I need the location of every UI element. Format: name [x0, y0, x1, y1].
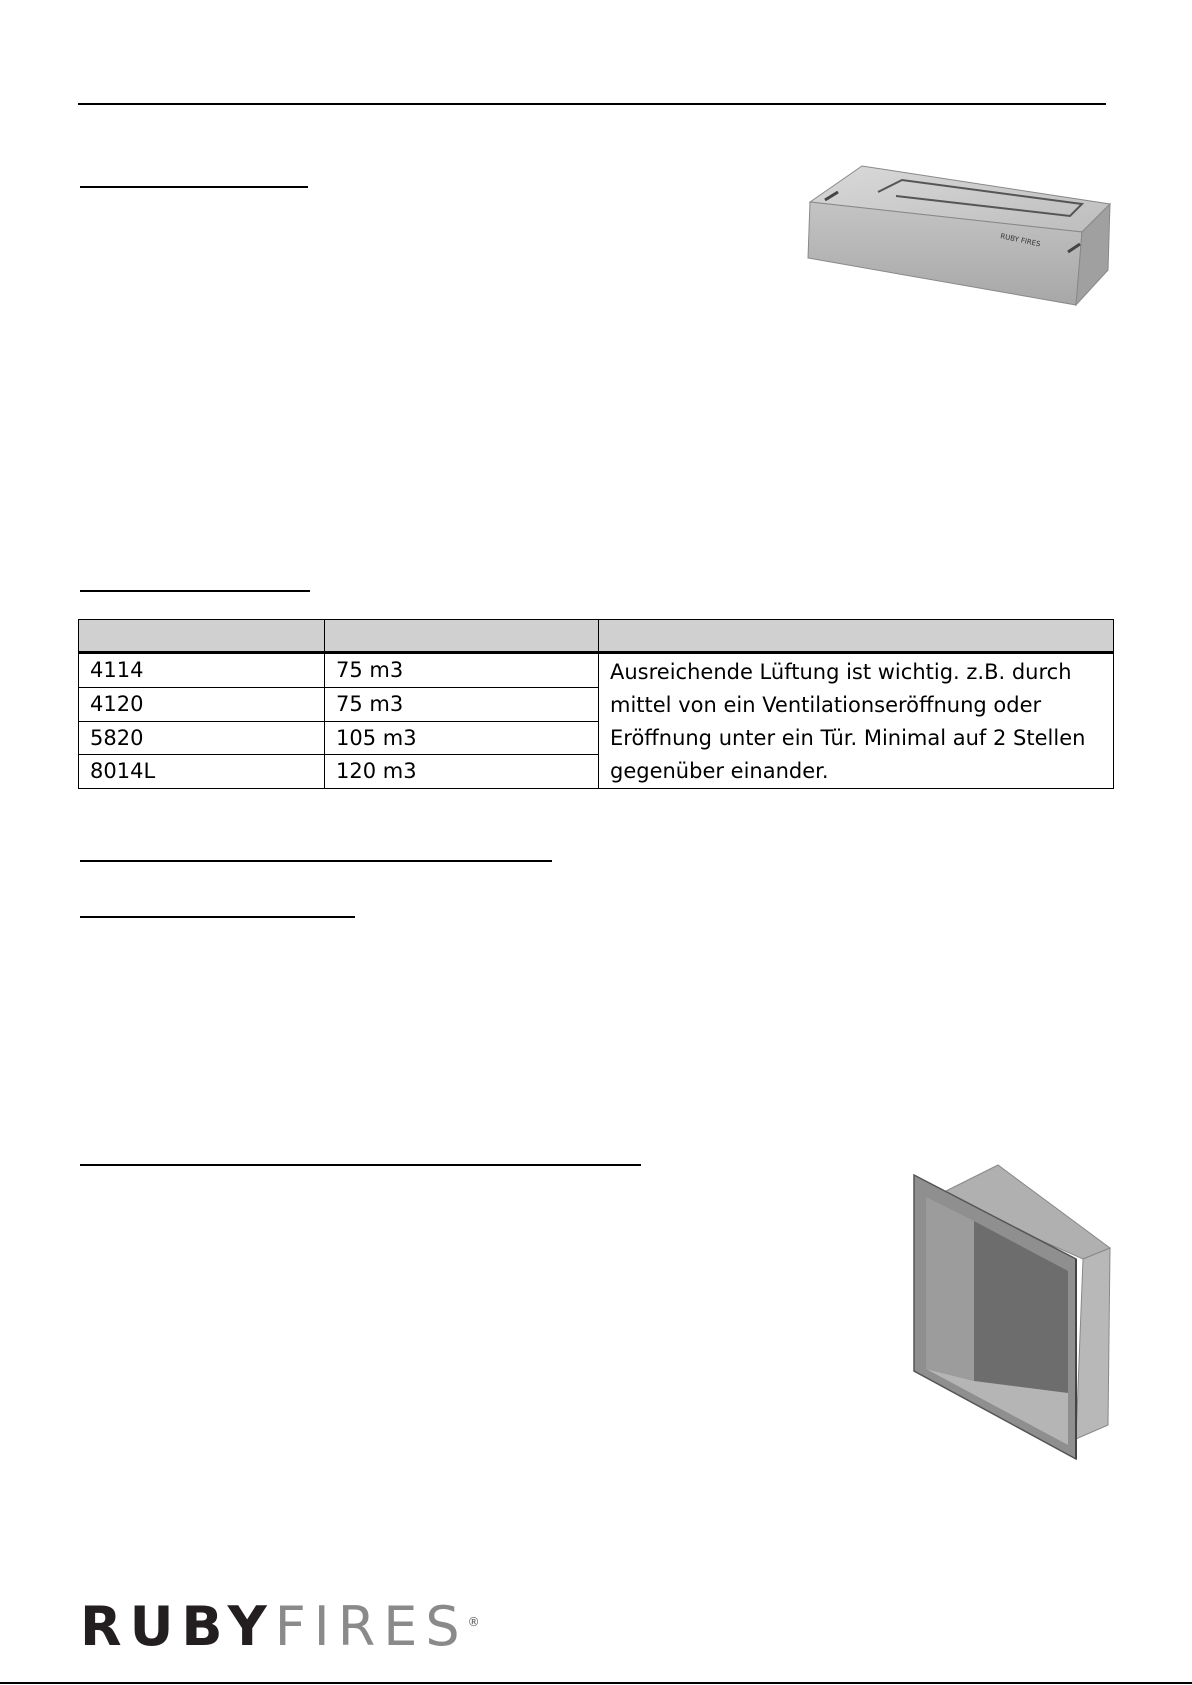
table-header-cell [325, 620, 599, 653]
heading-underline-3 [80, 860, 552, 862]
heading-underline-1 [80, 186, 308, 188]
burner-product-image [800, 160, 1120, 315]
registered-mark: ® [467, 1615, 480, 1629]
rubyfires-logo [80, 1595, 480, 1658]
footer-rule [0, 1682, 1192, 1684]
volume-cell: 105 m3 [325, 721, 599, 755]
volume-cell: 75 m3 [325, 687, 599, 721]
table-header-row [79, 620, 1114, 653]
wall-box-image [908, 1163, 1113, 1463]
heading-underline-2 [80, 590, 310, 592]
model-cell: 5820 [79, 721, 325, 755]
table-row [79, 653, 1114, 688]
logo-ruby-text: RUBY [80, 1595, 275, 1658]
heading-underline-4 [80, 916, 355, 918]
logo-fires-text: FIRES [274, 1595, 468, 1658]
model-cell: 8014L [79, 755, 325, 789]
table-header-cell [599, 620, 1114, 653]
ventilation-note: Ausreichende Lüftung ist wichtig. z.B. durch mittel von ein Ventilationseröffnung oder Eröffnung unter ein Tür. Minimal auf 2 Stellen gegenüber einander. [599, 653, 1114, 789]
model-cell: 4120 [79, 687, 325, 721]
burner-brand-label: RUBY FIRES [999, 232, 1042, 249]
capacity-table [78, 619, 1114, 789]
header-rule [78, 103, 1106, 105]
volume-cell: 120 m3 [325, 755, 599, 789]
table-header-cell [79, 620, 325, 653]
volume-cell: 75 m3 [325, 653, 599, 688]
model-cell: 4114 [79, 653, 325, 688]
heading-underline-5 [80, 1164, 641, 1166]
